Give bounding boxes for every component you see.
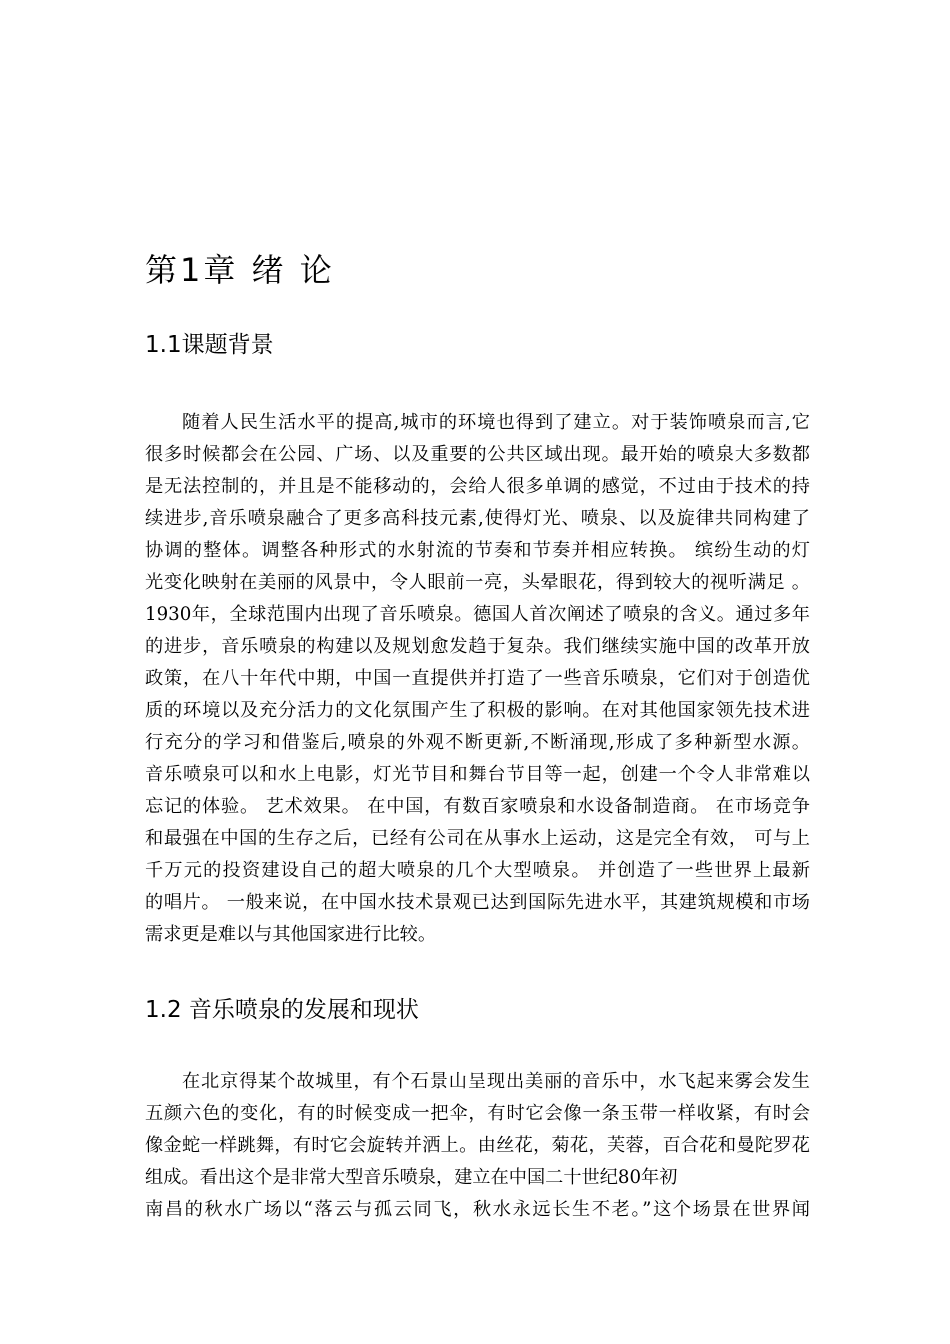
text-line: 续进步,音乐喷泉融合了更多高科技元素,使得灯光、喷泉、以及旋律共同构建了 (145, 508, 810, 529)
text-line: 音乐喷泉可以和水上电影，灯光节目和舞台节目等一起，创建一个令人非常难以 (145, 764, 810, 785)
text-line: 和最强在中国的生存之后，已经有公司在从事水上运动，这是完全有效， 可与上 (145, 828, 810, 849)
text-line: 忘记的体验。 艺术效果。 在中国，有数百家喷泉和水设备制造商。 在市场竞争 (145, 796, 810, 817)
text-line: 行充分的学习和借鉴后,喷泉的外观不断更新,不断涌现,形成了多种新型水源。 (145, 732, 810, 753)
text-line: 在北京得某个故城里，有个石景山呈现出美丽的音乐中，水飞起来雾会发生 (182, 1071, 810, 1092)
section-heading-development: 1.2 音乐喷泉的发展和现状 (145, 997, 419, 1023)
paragraph-development (145, 1066, 810, 1226)
text-line: 随着人民生活水平的提高,城市的环境也得到了建立。对于装饰喷泉而言,它 (182, 412, 810, 433)
text-line: 1930年，全球范围内出现了音乐喷泉。德国人首次阐述了喷泉的含义。通过多年 (145, 604, 810, 625)
text-line: 千万元的投资建设自己的超大喷泉的几个大型喷泉。 并创造了一些世界上最新 (145, 860, 810, 881)
section-heading-background: 1.1课题背景 (145, 332, 274, 358)
chapter-title: 第1章 绪 论 (145, 251, 335, 289)
text-line: 需求更是难以与其他国家进行比较。 (145, 924, 437, 945)
paragraph-background (145, 407, 810, 951)
text-line: 五颜六色的变化，有的时候变成一把伞，有时它会像一条玉带一样收紧，有时会 (145, 1103, 810, 1124)
text-line: 南昌的秋水广场以“落云与孤云同飞，秋水永远长生不老。”这个场景在世界闻 (145, 1199, 810, 1220)
text-line: 政策，在八十年代中期，中国一直提供并打造了一些音乐喷泉，它们对于创造优 (145, 668, 810, 689)
text-line: 很多时候都会在公园、广场、以及重要的公共区域出现。最开始的喷泉大多数都 (145, 444, 810, 465)
text-line: 的进步，音乐喷泉的构建以及规划愈发趋于复杂。我们继续实施中国的改革开放 (145, 636, 810, 657)
text-line: 协调的整体。调整各种形式的水射流的节奏和节奏并相应转换。 缤纷生动的灯 (145, 540, 810, 561)
text-line: 像金蛇一样跳舞，有时它会旋转并洒上。由丝花，菊花，芙蓉，百合花和曼陀罗花 (145, 1135, 810, 1156)
text-line: 的唱片。 一般来说，在中国水技术景观已达到国际先进水平，其建筑规模和市场 (145, 892, 810, 913)
text-line: 光变化映射在美丽的风景中，令人眼前一亮，头晕眼花，得到较大的视听满足 。 (145, 572, 810, 593)
text-line: 是无法控制的，并且是不能移动的，会给人很多单调的感觉，不过由于技术的持 (145, 476, 810, 497)
text-line: 组成。看出这个是非常大型音乐喷泉，建立在中国二十世纪80年初 (145, 1167, 678, 1188)
text-line: 质的环境以及充分活力的文化氛围产生了积极的影响。在对其他国家领先技术进 (145, 700, 810, 721)
